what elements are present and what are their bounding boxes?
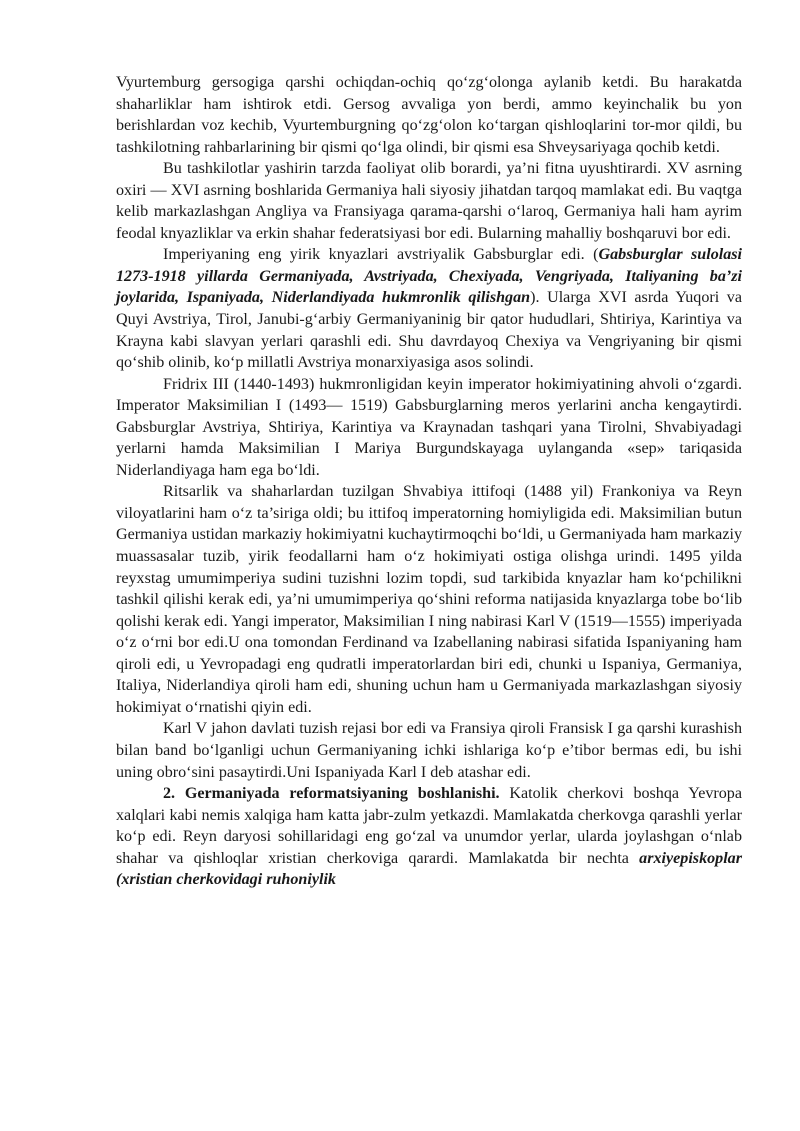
paragraph-secret-organizations: Bu tashkilotlar yashirin tarzda faoliyat olib borardi, ya’ni fitna uyushtirardi. XV asrning oxiri — XVI asrning boshlarida Germaniya hali siyosiy jihatdan tarqoq mamlakat edi. Bu vaqtga kelib markazlashgan Angliya va Fransiyaga qarama-qarshi o‘laroq, Germaniya hali ham ayrim feodal knyazliklar va erkin shahar federatsiyasi bor edi. Bularning mahalliy boshqaruvi bor edi. <box>116 160 742 242</box>
archbishops-term: arxiyepiskoplar (xristian cherkovidagi ruhoniylik <box>116 849 742 889</box>
habsburgs-intro-text: Imperiyaning eng yirik knyazlari avstriyalik Gabsburglar edi. ( <box>163 246 599 264</box>
section-heading: 2. Germaniyada reformatsiyaning boshlanishi. <box>163 785 500 803</box>
paragraph-reformation-start <box>116 783 742 891</box>
paragraph-frederick-iii: Fridrix III (1440-1493) hukmronligidan keyin imperator hokimiyatining ahvoli o‘zgardi. Imperator Maksimilian I (1493— 1519) Gabsburglarning meros yerlarini ancha kengaytirdi. Gabsburglar Avstriya, Shtiriya, Karintiya va Kraynadan tashqari yana Tirolni, Shvabiyadagi yerlarni hamda Maksimilian I Mariya Burgundskayaga uylanganda «sep» tariqasida Niderlandiyaga ham ega bo‘ldi. <box>116 375 742 479</box>
paragraph-charles-v: Karl V jahon davlati tuzish rejasi bor edi va Fransiya qiroli Fransisk I ga qarshi kurashish bilan band bo‘lganligi uchun Germaniyaning ichki ishlariga ko‘p e’tibor bermas edi, bu ishi uning obro‘sini pasaytirdi.Uni Ispaniyada Karl I deb atashar edi. <box>116 720 742 781</box>
habsburgs-lands-text: ). Ularga XVI asrda Yuqori va Quyi Avstriya, Tirol, Janubi-g‘arbiy Germaniyaninig bir qator hududlari, Shtiriya, Karintiya va Krayna kabi slavyan yerlari qarashli edi. Shu davrdayoq Chexiya va Vengriyaning bir qismi qo‘shib olinib, ko‘p millatli Avstriya monarxiyasiga asos solindi. <box>116 289 742 372</box>
document-page <box>116 72 742 891</box>
paragraph-habsburgs <box>116 244 742 373</box>
paragraph-swabian-league: Ritsarlik va shaharlardan tuzilgan Shvabiya ittifoqi (1488 yil) Frankoniya va Reyn viloyatlarini ham o‘z ta’siriga oldi; bu ittifoq imperatorning homiyligida edi. Maksimilian butun Germaniya ustidan markaziy hokimiyatni kuchaytirmoqchi bo‘ldi, u Germaniyada ham markaziy muassasalar tuzib, yirik feodallarni ham o‘z hokimiyati ostiga olishga urindi. 1495 yilda reyxstag umumimperiya sudini tuzishni lozim topdi, sud tarkibida knyazlar ham ko‘pchilikni tashkil qilishi kerak edi, ya’ni umumimperiya qo‘shini reforma natijasida knyazlarga tobe bo‘lib qolishi kerak edi. Yangi imperator, Maksimilian I ning nabirasi Karl V (1519—1555) imperiyada o‘z o‘rni bor edi.U ona tomondan Ferdinand va Izabellaning nabirasi sifatida Ispaniyaning ham qiroli edi, u Yevropadagi eng qudratli imperatorlardan biri edi, chunki u Ispaniya, Germaniya, Italiya, Niderlandiya qiroli ham edi, shuning uchun ham u Germaniyada markazlashgan siyosiy hokimiyat o‘rnatishi qiyin edi. <box>116 483 742 716</box>
paragraph-continuation: Vyurtemburg gersogiga qarshi ochiqdan-ochiq qo‘zg‘olonga aylanib ketdi. Bu harakatda shaharliklar ham ishtirok etdi. Gersog avvaliga yon berdi, ammo keyinchalik bu yon berishlardan voz kechib, Vyurtemburgning qo‘zg‘olon ko‘targan qishloqlarini tor-mor qildi, bu tashkilotning rahbarlarining bir qismi qo‘lga olindi, bir qismi esa Shveysariyaga qochib ketdi. <box>116 74 742 156</box>
reformation-text: Katolik cherkovi boshqa Yevropa xalqlari kabi nemis xalqiga ham katta jabr-zulm yetkazdi. Mamlakatda cherkovga qarashli yerlar ko‘p edi. Reyn daryosi sohillaridagi eng go‘zal va unumdor yerlar, ularda joylashgan o‘nlab shahar va qishloqlar xristian cherkoviga qarardi. Mamlakatda bir nechta <box>116 785 742 867</box>
habsburg-dynasty-note: Gabsburglar sulolasi 1273-1918 yillarda Germaniyada, Avstriyada, Chexiyada, Vengriyada, Italiyaning ba’zi joylarida, Ispaniyada, Niderlandiyada hukmronlik qilishgan <box>116 246 743 307</box>
